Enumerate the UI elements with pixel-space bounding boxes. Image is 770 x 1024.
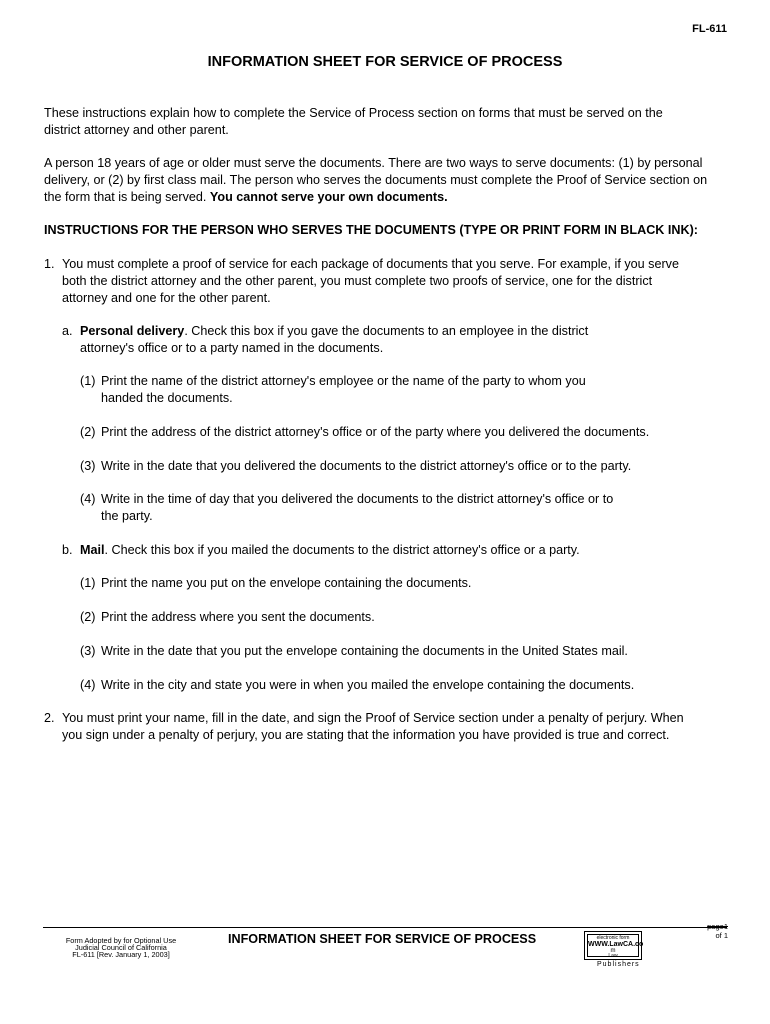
page-number (690, 922, 728, 940)
item-b-1-number: (1) (80, 576, 96, 590)
item-a (80, 323, 588, 357)
intro-p2-line3 (44, 189, 707, 206)
item-2-line1: You must print your name, fill in the date, and sign the Proof of Service section under a penalty of perjury. When (62, 711, 684, 725)
item-b-letter: b. (62, 543, 73, 557)
item-1-number: 1. (44, 257, 55, 271)
item-b-line1 (80, 542, 580, 559)
item-a-1-number: (1) (80, 374, 96, 388)
item-a-4-line2: the party. (101, 509, 153, 523)
item-a-line2: attorney's office or to a party named in the documents. (80, 341, 384, 355)
item-a-3-number: (3) (80, 459, 96, 473)
item-a-2-line1: Print the address of the district attorney's office or of the party where you delivered the documents. (101, 425, 650, 439)
intro-paragraph-2 (44, 155, 707, 206)
item-b-2-number: (2) (80, 610, 96, 624)
footer-revision: FL-611 [Rev. January 1, 2003] (72, 950, 170, 959)
item-a-letter: a. (62, 324, 73, 338)
item-2-number: 2. (44, 711, 55, 725)
page-title: INFORMATION SHEET FOR SERVICE OF PROCESS (207, 54, 563, 70)
item-b-3-line1: Write in the date that you put the envelope containing the documents in the United States mail. (101, 644, 628, 658)
item-a-4-line1: Write in the time of day that you delivered the documents to the district attorney's office or to (101, 492, 614, 506)
intro-p2-line2: delivery, or (2) by first class mail. The person who serves the documents must complete the Proof of Service section on (44, 173, 708, 187)
item-a-line1 (80, 323, 588, 340)
instructions-heading: INSTRUCTIONS FOR THE PERSON WHO SERVES THE DOCUMENTS (TYPE OR PRINT FORM IN BLACK INK): (44, 223, 698, 237)
item-1-line1: You must complete a proof of service for each package of documents that you serve. For example, if you serve (62, 257, 679, 271)
footer-adopted: Form Adopted by for Optional Use (65, 936, 177, 945)
logo-publishers: Publishers (597, 961, 640, 968)
logo-url: WWW.LawCA.co (588, 941, 644, 948)
item-b-1-line1: Print the name you put on the envelope containing the documents. (101, 576, 472, 590)
item-a-1-line1: Print the name of the district attorney's employee or the name of the party to whom you (101, 374, 586, 388)
intro-p1-line1: These instructions explain how to complete the Service of Process section on forms that must be served on the (44, 106, 663, 120)
publisher-logo (584, 931, 642, 960)
item-a-4-number: (4) (80, 492, 96, 506)
item-b-4-line1: Write in the city and state you were in when you mailed the envelope containing the documents. (101, 678, 635, 692)
intro-p2-line1: A person 18 years of age or older must serve the documents. There are two ways to serve documents: (1) by personal (44, 156, 703, 170)
item-1-line2: both the district attorney and the other parent, you must complete two proofs of service, one for the district (62, 274, 653, 288)
logo-m: m (610, 948, 616, 954)
footer-divider (43, 927, 727, 928)
item-a-3-line1: Write in the date that you delivered the documents to the district attorney's office or to the party. (101, 459, 632, 473)
item-2 (62, 710, 684, 744)
form-code: FL-611 (692, 23, 727, 35)
footer-council: Judicial Council of California (75, 943, 167, 952)
personal-delivery-label: Personal delivery (80, 324, 185, 338)
item-a-2-number: (2) (80, 425, 96, 439)
intro-paragraph-1 (44, 105, 663, 139)
cannot-serve-warning: You cannot serve your own documents. (209, 190, 448, 204)
intro-p1-line2: district attorney and other parent. (44, 123, 229, 137)
logo-law: Law (608, 953, 618, 959)
item-1 (62, 256, 679, 307)
page-label: page1 (707, 922, 728, 931)
item-2-line2: you sign under a penalty of perjury, you are stating that the information you have provided is true and correct. (62, 728, 670, 742)
footer-title: INFORMATION SHEET FOR SERVICE OF PROCESS (228, 932, 537, 946)
item-b-4-number: (4) (80, 678, 96, 692)
footer-form-info (58, 937, 184, 958)
item-a-4 (101, 491, 613, 525)
intro-p2-line3-text: the form that is being served. (44, 190, 207, 204)
item-b-2-line1: Print the address where you sent the documents. (101, 610, 375, 624)
item-a-1-line2: handed the documents. (101, 391, 233, 405)
item-1-line3: attorney and one for the other parent. (62, 291, 271, 305)
publisher-logo-inner (587, 934, 644, 959)
item-b-3-number: (3) (80, 644, 96, 658)
logo-electronic-form: electronic form (596, 935, 630, 941)
item-a-line1-text: . Check this box if you gave the documents to an employee in the district (184, 324, 589, 338)
mail-label: Mail (80, 543, 105, 557)
item-a-1 (101, 373, 586, 407)
page-of: of 1 (715, 931, 728, 940)
item-b-line1-text: . Check this box if you mailed the documents to the district attorney's office or a party. (104, 543, 580, 557)
